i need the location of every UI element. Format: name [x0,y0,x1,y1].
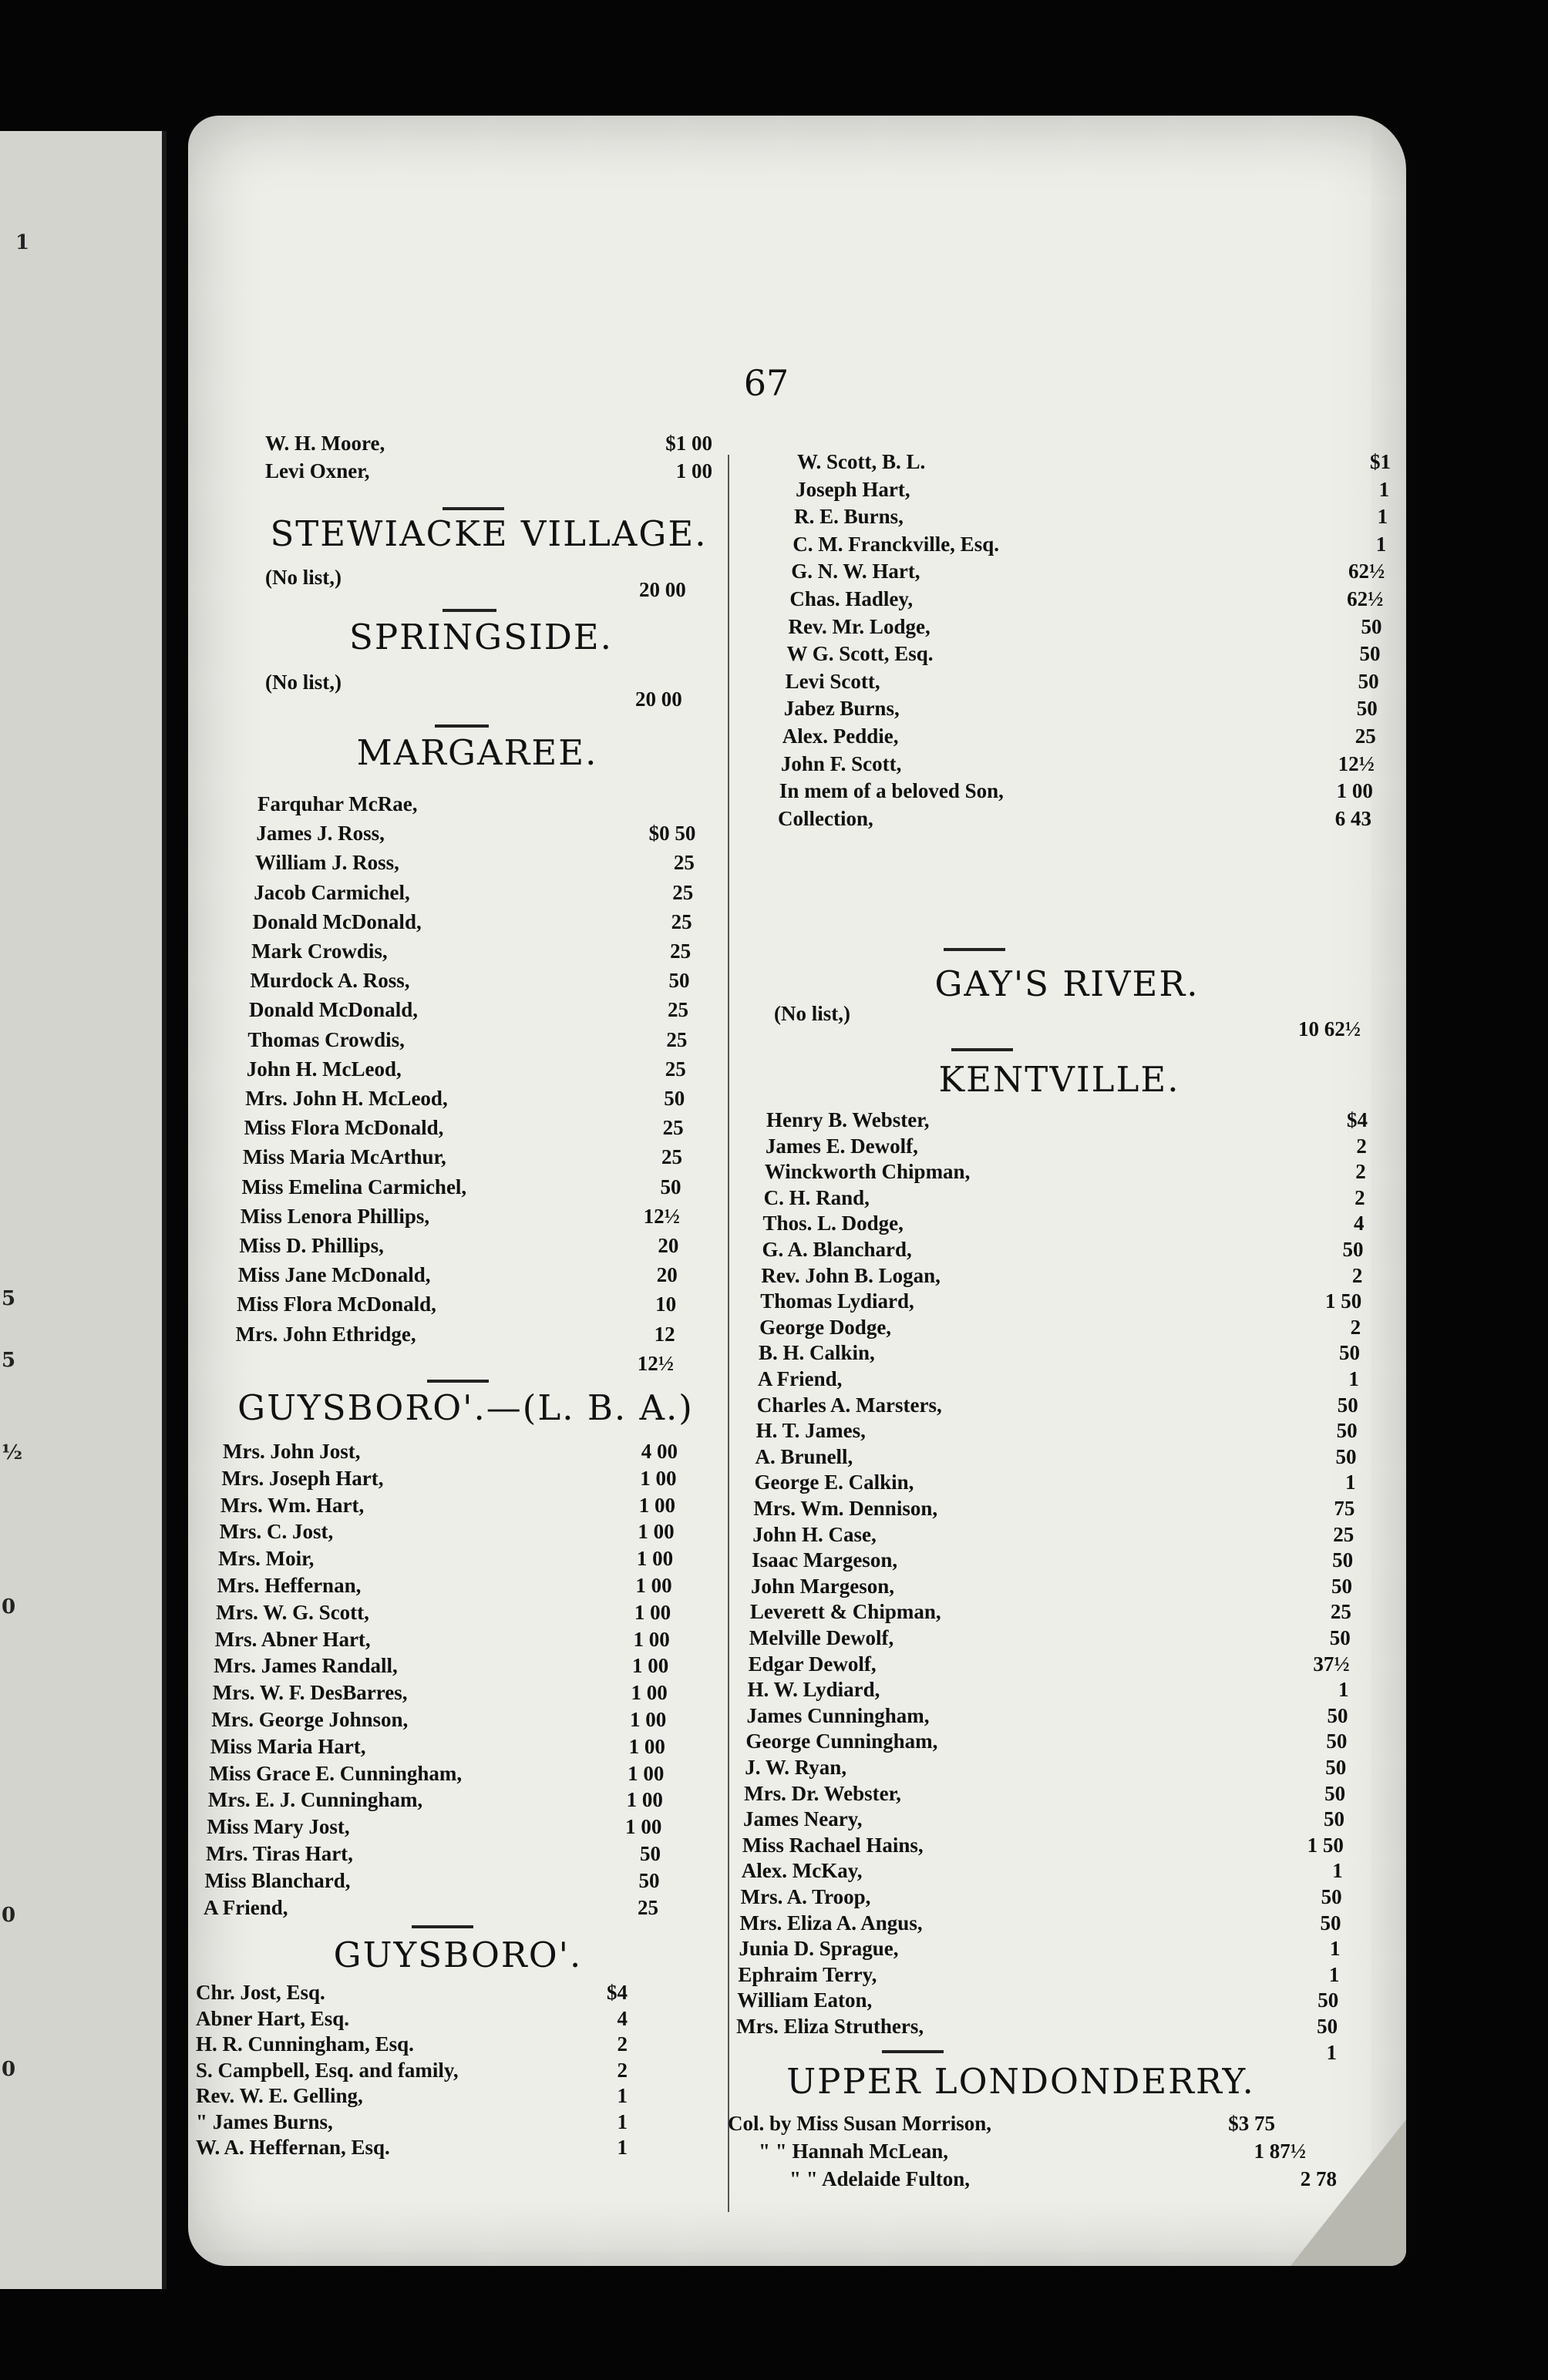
entry-name: George Dodge, [759,1315,892,1339]
list-item [789,587,1383,618]
prev-page-fragment: ½ [2,1441,23,1464]
entry-name: Miss Grace E. Cunningham, [209,1761,463,1785]
entry-name: Donald McDonald, [252,909,422,933]
entry-amount: 25 [672,880,694,904]
entry-amount: 25 [673,851,695,875]
entry-name: Charles A. Marsters, [756,1393,942,1417]
entry-name: William J. Ross, [254,851,399,875]
entry-name: C. M. Franckville, Esq. [793,532,999,556]
entry-name: James Cunningham, [746,1703,930,1727]
entry-name: Abner Hart, Esq. [196,2006,350,2030]
entry-name: Col. by Miss Susan Morrison, [728,2112,992,2135]
entry-name: Mrs. Eliza A. Angus, [739,1911,923,1935]
list-item [789,2167,1337,2198]
entry-amount: 10 [655,1293,677,1316]
list-item [794,505,1388,536]
entry-amount: 1 [1344,1471,1356,1494]
section-divider [951,1048,1013,1051]
section-heading-guysboro-lba: GUYSBORO'.—(L. B. A.) [237,1387,694,1428]
list-item [247,1028,687,1059]
entry-name: A Friend, [757,1367,843,1390]
entry-name: Murdock A. Ross, [250,969,410,993]
entry-name: Isaac Margeson, [752,1548,898,1572]
entry-amount: 50 [1317,1988,1339,2012]
entry-name: Mrs. John Jost, [223,1440,361,1463]
entry-amount: 2 [617,2058,628,2082]
entry-name: Miss Flora McDonald, [244,1116,444,1140]
entry-amount: 50 [1327,1703,1348,1727]
entry-amount: 1 00 [1336,779,1373,803]
entry-amount: 25 [665,1057,686,1081]
entry-amount: 25 [1354,724,1376,748]
entry-amount: 50 [1342,1238,1364,1261]
entry-amount: 1 87½ [1254,2140,1306,2163]
entry-name: Chr. Jost, Esq. [196,1981,325,2004]
entry-amount: 1 [617,2136,628,2159]
entry-amount: 1 00 [631,1681,668,1705]
entry-amount: 2 [1351,1263,1363,1287]
list-item [238,1263,678,1294]
entry-amount: 50 [638,1868,660,1892]
entry-amount: 12½ [637,1351,674,1375]
entry-amount: 1 00 [635,1574,672,1597]
list-item [793,533,1386,563]
list-item [255,851,695,882]
list-item [791,560,1385,590]
entry-amount: 1 [1377,505,1388,529]
entry-name: Mrs. A. Troop, [740,1885,871,1908]
list-item: W. H. Moore, $1 00 [265,432,712,455]
entry-name: Miss Jane McDonald, [237,1263,431,1287]
section-divider [427,1380,489,1383]
entry-name: William Eaton, [737,1988,873,2012]
entry-name: Miss Maria Hart, [210,1734,366,1758]
entry-amount: 25 [662,1116,684,1140]
entry-amount: 50 [1337,1393,1358,1417]
prev-page-fragment: 0 [2,2058,16,2081]
list-item: Levi Oxner, 1 00 [265,459,712,482]
entry-amount: 25 [1333,1522,1354,1546]
entry-name: Mrs. E. J. Cunningham, [207,1788,423,1812]
entry-name: James Neary, [743,1807,863,1831]
entry-amount: 4 [1354,1212,1365,1235]
entry-name: Ephraim Terry, [738,1962,877,1986]
section-heading-kentville: KENTVILLE. [938,1059,1180,1100]
entry-name: Melville Dewolf, [749,1626,894,1649]
entry-name: In mem of a beloved Son, [779,779,1004,803]
entry-name: John H. Case, [752,1522,877,1546]
entry-name: Mrs. W. G. Scott, [216,1600,369,1624]
entry-name: W. Scott, B. L. [797,450,926,473]
entry-name: Miss Lenora Phillips, [240,1204,430,1228]
section-divider [435,724,489,728]
entry-name: John F. Scott, [780,751,902,775]
prev-page-fragment: 5 [2,1287,16,1310]
entry-amount: 50 [1331,1574,1352,1598]
list-item [234,1352,674,1383]
entry-amount: 1 [1329,1937,1341,1961]
entry-amount: 6 43 [1334,806,1371,830]
prev-page-fragment: 0 [2,1904,16,1927]
entry-amount: 12½ [1338,751,1375,775]
entry-name: Miss Blanchard, [204,1868,351,1892]
entry-name: Alex. McKay, [741,1859,863,1883]
entry-name: Leverett & Chipman, [749,1600,941,1624]
list-item [759,2140,1306,2170]
section-divider [443,609,496,612]
entry-amount: 50 [1356,697,1378,721]
entry-amount: 1 00 [626,1788,663,1812]
entry-name: Mrs. Moir, [218,1547,315,1571]
entry-amount: 2 [617,2032,628,2056]
entry-name: H. T. James, [755,1419,866,1443]
prev-page-fragment: 1 [15,231,30,254]
entry-amount: 20 [656,1263,678,1287]
no-list-note: (No list,) 20 00 [265,566,686,601]
entry-amount: 62½ [1348,560,1385,583]
entry-name: George E. Calkin, [754,1471,914,1494]
entry-amount: $4 [607,1981,628,2004]
section-heading-gays-river: GAY'S RIVER. [934,963,1200,1004]
entry-amount: 50 [1358,669,1379,693]
list-item [256,822,695,852]
left-column [188,116,728,2266]
entry-name: Mrs. Heffernan, [217,1574,362,1597]
entry-name: C. H. Rand, [763,1185,870,1209]
entry-name: Winckworth Chipman, [764,1160,971,1184]
list-item [784,697,1378,728]
entry-amount: 25 [1330,1600,1351,1624]
list-item [796,478,1389,509]
entry-amount: 1 00 [638,1520,675,1544]
entry-amount: 12½ [643,1204,680,1228]
entry-name: Donald McDonald, [248,998,418,1022]
entry-amount: 2 [1355,1160,1366,1184]
entry-name: James J. Ross, [256,822,385,845]
list-item [241,1205,680,1235]
entry-amount: 1 00 [633,1627,670,1651]
entry-name: Miss Rachael Hains, [742,1833,924,1857]
entry-name: John H. McLeod, [246,1057,402,1081]
entry-amount: 50 [1359,642,1381,666]
entry-amount: 50 [1329,1626,1351,1649]
right-column [728,116,1406,2266]
entry-name: Mrs. Dr. Webster, [744,1781,901,1805]
entry-amount: 1 50 [1307,1833,1344,1857]
entry-amount: $1 [1370,450,1391,473]
entry-name: G. A. Blanchard, [762,1238,912,1261]
entry-name: Mrs. C. Jost, [219,1520,334,1544]
entry-amount: $0 50 [648,822,696,845]
entry-name: W. A. Heffernan, Esq. [196,2136,390,2159]
list-item [781,752,1375,783]
entry-name: Mrs. W. F. DesBarres, [212,1681,408,1705]
section-divider [443,507,504,510]
entry-name: Mrs. Wm. Dennison, [753,1497,938,1520]
entry-amount: 4 00 [641,1440,678,1463]
entry-amount: 50 [1326,1730,1348,1753]
entry-name: B. H. Calkin, [759,1341,875,1365]
entry-amount: 62½ [1347,587,1384,610]
list-item [245,1087,685,1118]
entry-amount: 50 [1324,1781,1346,1805]
entry-amount: 1 [1326,2040,1337,2064]
entry-name: George Cunningham, [745,1730,938,1753]
list-item [254,881,693,912]
entry-name: John Margeson, [751,1574,895,1598]
entry-amount: 37½ [1313,1652,1350,1676]
entry-amount: 1 00 [628,1734,665,1758]
entry-amount: 50 [1339,1341,1360,1365]
list-item [788,615,1381,646]
page-corner-fold [1291,2119,1406,2266]
list-item [787,642,1381,673]
entry-amount: 25 [661,1145,683,1169]
prev-page-fragment: 5 [2,1349,16,1372]
list-item [239,1234,678,1265]
entry-name: Rev. W. E. Gelling, [196,2084,363,2107]
entry-name: Rev. John B. Logan, [761,1263,941,1287]
entry-amount: 1 [617,2084,628,2107]
section-heading-guysboro: GUYSBORO'. [333,1935,583,1975]
entry-name: Jacob Carmichel, [254,880,410,904]
entry-amount: 2 78 [1300,2167,1337,2190]
entry-name: Mark Crowdis, [251,940,388,963]
entry-name: Mrs. John H. McLeod, [245,1087,448,1110]
list-item [247,1057,686,1088]
list-item [243,1145,682,1176]
entry-name: " " Adelaide Fulton, [789,2167,971,2190]
entry-amount: 25 [671,909,692,933]
list-item [237,1293,676,1323]
entry-name: James E. Dewolf, [765,1134,918,1158]
entry-name: Thomas Lydiard, [760,1289,914,1313]
entry-amount: 50 [1325,1756,1347,1779]
list-item [204,1896,658,1927]
entry-name: Miss Maria McArthur, [243,1145,446,1169]
entry-amount: 25 [667,998,688,1022]
entry-name: H. R. Cunningham, Esq. [196,2032,414,2056]
list-item [251,940,691,970]
entry-name: Mrs. Eliza Struthers, [736,2015,924,2038]
entry-name: Junia D. Sprague, [739,1937,899,1961]
entry-amount: 50 [1317,2015,1338,2038]
entry-name: Farquhar McRae, [257,792,418,815]
entry-name: J. W. Ryan, [745,1756,847,1779]
entry-amount: 1 [1328,1962,1340,1986]
list-item [251,969,690,1000]
entry-amount: 1 00 [625,1815,662,1839]
entry-name: Mrs. Joseph Hart, [221,1466,384,1490]
entry-name: Levi Scott, [785,669,880,693]
list-item [196,2136,628,2167]
no-list-note: (No list,) 10 62½ [774,1002,1361,1040]
entry-amount: 4 [617,2006,628,2030]
entry-name: Chas. Hadley, [789,587,914,610]
entry-amount: 20 [658,1234,679,1257]
entry-amount: 50 [639,1842,661,1865]
prev-page-fragment: 0 [2,1595,16,1619]
entry-name: Mrs. Tiras Hart, [205,1842,353,1865]
entry-amount: 1 00 [631,1654,669,1678]
entry-amount: 50 [660,1175,681,1198]
entry-name: Joseph Hart, [796,477,910,501]
list-item [786,670,1379,701]
list-item [782,724,1376,755]
entry-amount: 25 [638,1895,658,1919]
list-item [728,2112,1275,2143]
entry-name: A Friend, [204,1895,288,1919]
entry-amount: 50 [1321,1885,1342,1908]
previous-page-edge [0,131,167,2289]
entry-name: R. E. Burns, [794,505,904,529]
entry-amount: 50 [1336,1419,1358,1443]
entry-amount: $3 75 [1228,2112,1275,2135]
entry-name: Collection, [778,806,873,830]
entry-name: Edgar Dewolf, [748,1652,877,1676]
entry-amount: 1 00 [634,1600,671,1624]
entry-name: Alex. Peddie, [782,724,899,748]
entry-amount: 50 [664,1087,685,1110]
entry-name: G. N. W. Hart, [791,560,920,583]
entry-amount: 50 [1324,1807,1344,1831]
entry-name: " James Burns, [196,2109,333,2133]
entry-name: Mrs. John Ethridge, [235,1322,416,1346]
section-heading-upper-londonderry: UPPER LONDONDERRY. [786,2061,1255,2102]
entry-name: Miss D. Phillips, [239,1234,384,1257]
list-item [257,792,697,823]
entry-amount: 50 [1332,1548,1354,1572]
list-item [253,910,692,941]
section-heading-margaree: MARGAREE. [356,732,598,773]
entry-name: Mrs. James Randall, [214,1654,398,1678]
section-divider [412,1925,473,1928]
list-item [236,1323,675,1353]
entry-name: " " Hannah McLean, [759,2140,949,2163]
entry-amount: 1 [617,2109,628,2133]
entry-amount: 50 [668,969,690,993]
section-divider [944,948,1005,951]
entry-amount: 1 50 [1324,1289,1362,1313]
section-heading-springside: SPRINGSIDE. [349,617,613,657]
entry-name: Henry B. Webster, [766,1108,930,1131]
list-item [797,450,1391,481]
list-item [241,1175,681,1206]
document-page [188,116,1406,2266]
entry-amount: 25 [666,1027,688,1051]
entry-name: H. W. Lydiard, [747,1678,880,1702]
entry-amount: 50 [1320,1911,1341,1935]
entry-name: Thomas Crowdis, [247,1027,405,1051]
entry-amount: 50 [1335,1444,1357,1468]
entry-amount: 2 [1354,1185,1365,1209]
entry-amount: 1 00 [630,1708,667,1731]
entry-amount: 1 00 [628,1761,665,1785]
entry-amount: 2 [1356,1134,1367,1158]
entry-amount: 1 00 [636,1547,674,1571]
entry-amount: 1 [1378,477,1390,501]
list-item [244,1116,684,1147]
entry-amount: 12 [654,1322,675,1346]
entry-name: Jabez Burns, [783,697,900,721]
entry-amount: 1 00 [638,1493,676,1517]
section-heading-stewiacke: STEWIACKE VILLAGE. [270,513,708,554]
entry-amount: 1 [1332,1859,1343,1883]
entry-amount: 75 [1334,1497,1355,1520]
no-list-note: (No list,) 20 00 [265,671,682,711]
entry-name: Mrs. George Johnson, [211,1708,409,1731]
entry-name: Thos. L. Dodge, [762,1212,904,1235]
entry-amount: 1 [1338,1678,1349,1702]
entry-name: S. Campbell, Esq. and family, [196,2058,459,2082]
entry-name: A. Brunell, [755,1444,853,1468]
entry-amount: 25 [670,940,692,963]
page-number: 67 [743,362,789,404]
entry-amount: 1 [1348,1367,1359,1390]
list-item [778,807,1371,838]
entry-amount: 1 00 [640,1466,677,1490]
entry-amount: 2 [1350,1315,1361,1339]
entry-name: Miss Emelina Carmichel, [241,1175,467,1198]
list-item [779,779,1373,810]
entry-name: Miss Mary Jost, [207,1815,350,1839]
entry-amount: 50 [1361,614,1382,638]
entry-amount: 1 [1375,532,1387,556]
entry-name: Miss Flora McDonald, [237,1293,436,1316]
entry-name: Rev. Mr. Lodge, [788,614,930,638]
list-item [249,998,688,1029]
entry-name: Mrs. Wm. Hart, [220,1493,365,1517]
entry-amount: $4 [1347,1108,1368,1131]
section-divider [882,2050,944,2053]
entry-name: W G. Scott, Esq. [786,642,934,666]
entry-name: Mrs. Abner Hart, [214,1627,371,1651]
